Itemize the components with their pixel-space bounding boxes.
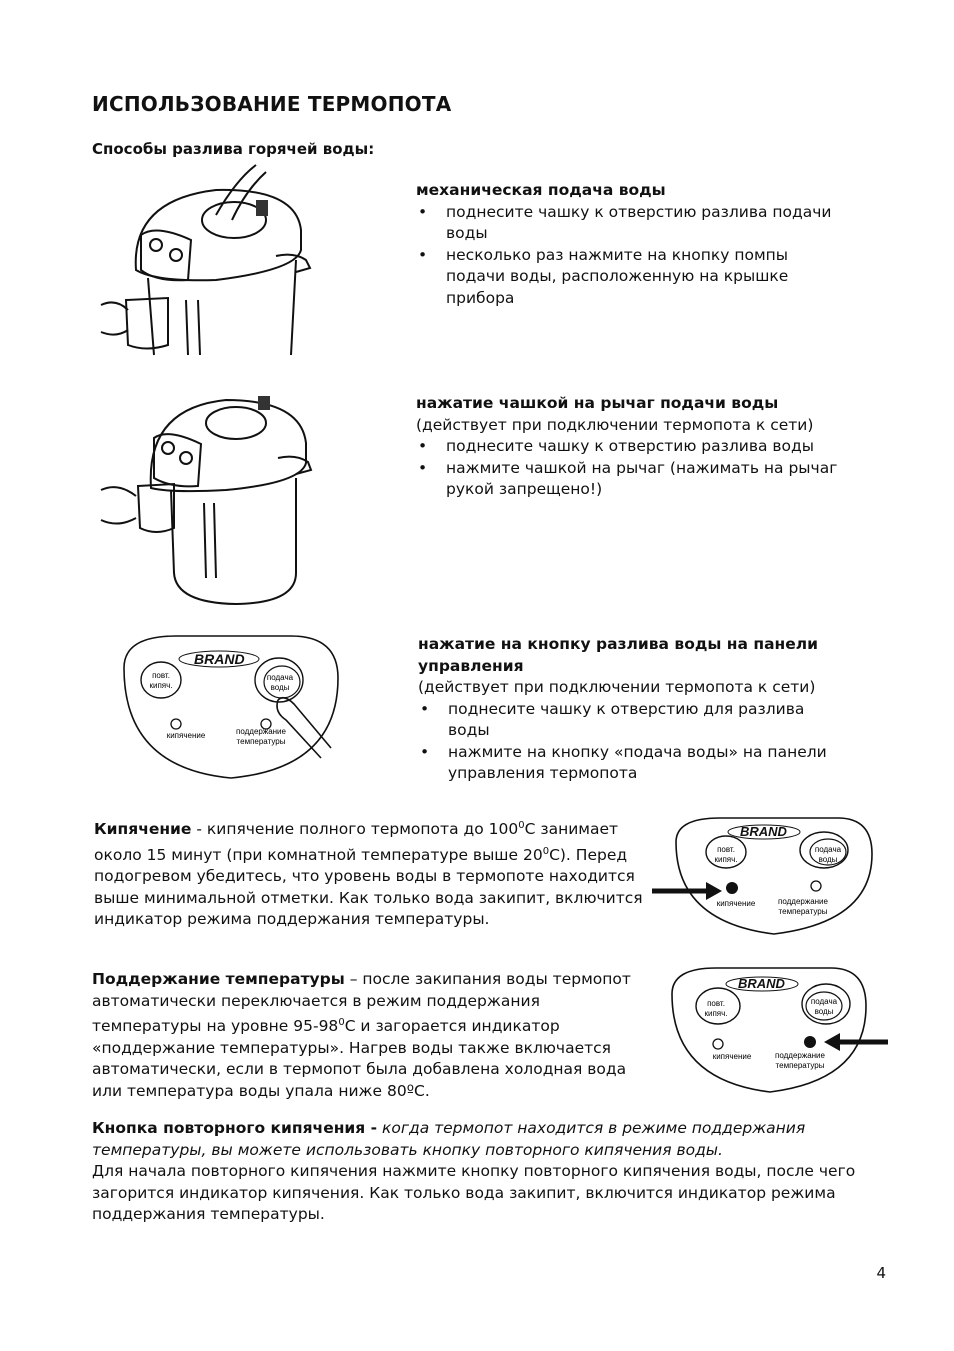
keep-warm-label: поддержание: [775, 1051, 825, 1060]
thermopot-front-panel: [154, 434, 201, 486]
keep-warm-label: поддержание: [236, 727, 286, 736]
bullet-item: • нажмите чашкой на рычаг (нажимать на рычаг рукой запрещено!): [416, 458, 846, 501]
thermopot-pump-illustration: [96, 160, 316, 360]
keep-warm-label: температуры: [236, 737, 286, 746]
method-heading: нажатие чашкой на рычаг подачи воды: [416, 394, 779, 412]
boiling-term: Кипячение: [94, 820, 192, 839]
keep-warm-indicator-lit: [804, 1036, 816, 1048]
boil-label: кипячение: [166, 731, 206, 740]
keep-warm-paragraph: [92, 969, 644, 1102]
boiling-text: С занимает около 15 минут (при комнатной температуре выше 20: [94, 820, 619, 864]
control-panel-keep-warm-diagram: [666, 962, 896, 1098]
bullet-item: • нажмите на кнопку «подача воды» на панели управления термопота: [418, 742, 848, 785]
control-panel-illustration: [116, 628, 346, 788]
page-number: 4: [876, 1264, 886, 1282]
method-note: (действует при подключении термопота к сети): [418, 678, 816, 696]
reboil-label: повт.: [717, 845, 735, 854]
boiling-text: С). Перед подогревом убедитесь, что уровень воды в термопоте находится выше минимальной отметки. Как только вода закипит, включится индикатор режима поддержания температуры.: [94, 845, 643, 929]
keep-warm-text: С и загорается индикатор «поддержание температуры». Нагрев воды также включается автоматически, если в термопот была добавлена холодная вода или температура воды упала ниже 80ºС.: [92, 1017, 627, 1100]
page-title: ИСПОЛЬЗОВАНИЕ ТЕРМОПОТА: [92, 92, 452, 116]
method-heading: нажатие на кнопку разлива воды на панели управления: [418, 635, 818, 675]
boil-indicator: [171, 719, 181, 729]
method-panel-button: [418, 634, 848, 785]
reboil-italic-text: когда термопот находится в режиме поддержания температуры, вы можете использовать кнопку повторного кипячения воды.: [92, 1119, 806, 1159]
reboil-label: кипяч.: [704, 1009, 728, 1018]
superscript: 0: [542, 845, 550, 857]
method-lever: [416, 393, 846, 501]
dispense-label: подача: [814, 845, 842, 854]
reboil-label: кипяч.: [149, 681, 173, 690]
reboil-label: кипяч.: [714, 855, 738, 864]
thermopot-lever-illustration: [96, 378, 316, 608]
boil-label: кипячение: [716, 899, 756, 908]
brand-logo: BRAND: [738, 976, 785, 991]
boil-indicator-lit: [726, 882, 738, 894]
keep-warm-label: поддержание: [778, 897, 828, 906]
cup-icon: [126, 298, 168, 349]
boiling-paragraph: [94, 815, 644, 931]
dispense-label: подача: [810, 997, 838, 1006]
dispense-label: подача: [266, 673, 294, 682]
reboil-label: повт.: [707, 999, 725, 1008]
dispense-label: воды: [818, 855, 838, 864]
thermopot-front-panel: [141, 231, 191, 281]
section-subtitle: Способы разлива горячей воды:: [92, 140, 375, 158]
reboil-paragraph: [92, 1118, 862, 1226]
pump-button: [206, 407, 266, 439]
reboil-text: Для начала повторного кипячения нажмите кнопку повторного кипячения воды, после чего загорится индикатор кипячения. Как только вода закипит, включится индикатор режима поддержания температуры.: [92, 1162, 856, 1223]
reboil-term: Кнопка повторного кипячения -: [92, 1119, 378, 1137]
boil-indicator: [713, 1039, 723, 1049]
hand-icon: [101, 487, 136, 523]
dispense-label: воды: [814, 1007, 834, 1016]
control-panel-boil-diagram: [648, 812, 878, 940]
keep-warm-indicator: [811, 881, 821, 891]
brand-logo: BRAND: [740, 824, 787, 839]
superscript: 0: [518, 820, 525, 831]
hand-icon: [101, 302, 128, 334]
method-note: (действует при подключении термопота к сети): [416, 415, 814, 434]
bullet-item: • поднесите чашку к отверстию разлива подачи воды: [416, 202, 836, 245]
keep-warm-term: Поддержание температуры: [92, 970, 345, 988]
reboil-button: [141, 662, 181, 698]
boiling-text: - кипячение полного термопота до 100: [191, 820, 519, 839]
reboil-label: повт.: [152, 671, 170, 680]
dispense-label: воды: [270, 683, 290, 692]
bullet-item: • несколько раз нажмите на кнопку помпы подачи воды, расположенную на крышке прибора: [416, 245, 836, 310]
method-mechanical: [416, 180, 836, 309]
brand-logo: BRAND: [194, 651, 245, 667]
thermopot-body: [171, 478, 296, 604]
bullet-item: • поднесите чашку к отверстию для разлива воды: [418, 699, 848, 742]
superscript: 0: [338, 1017, 345, 1028]
method-heading: механическая подача воды: [416, 181, 666, 199]
keep-warm-label: температуры: [775, 1061, 825, 1070]
keep-warm-label: температуры: [778, 907, 828, 916]
boil-label: кипячение: [712, 1052, 752, 1061]
bullet-item: • поднесите чашку к отверстию разлива воды: [416, 436, 846, 458]
lever: [276, 255, 310, 272]
keep-warm-text: – после закипания воды термопот автоматически переключается в режим поддержания температуры на уровне 95-98: [92, 970, 631, 1036]
